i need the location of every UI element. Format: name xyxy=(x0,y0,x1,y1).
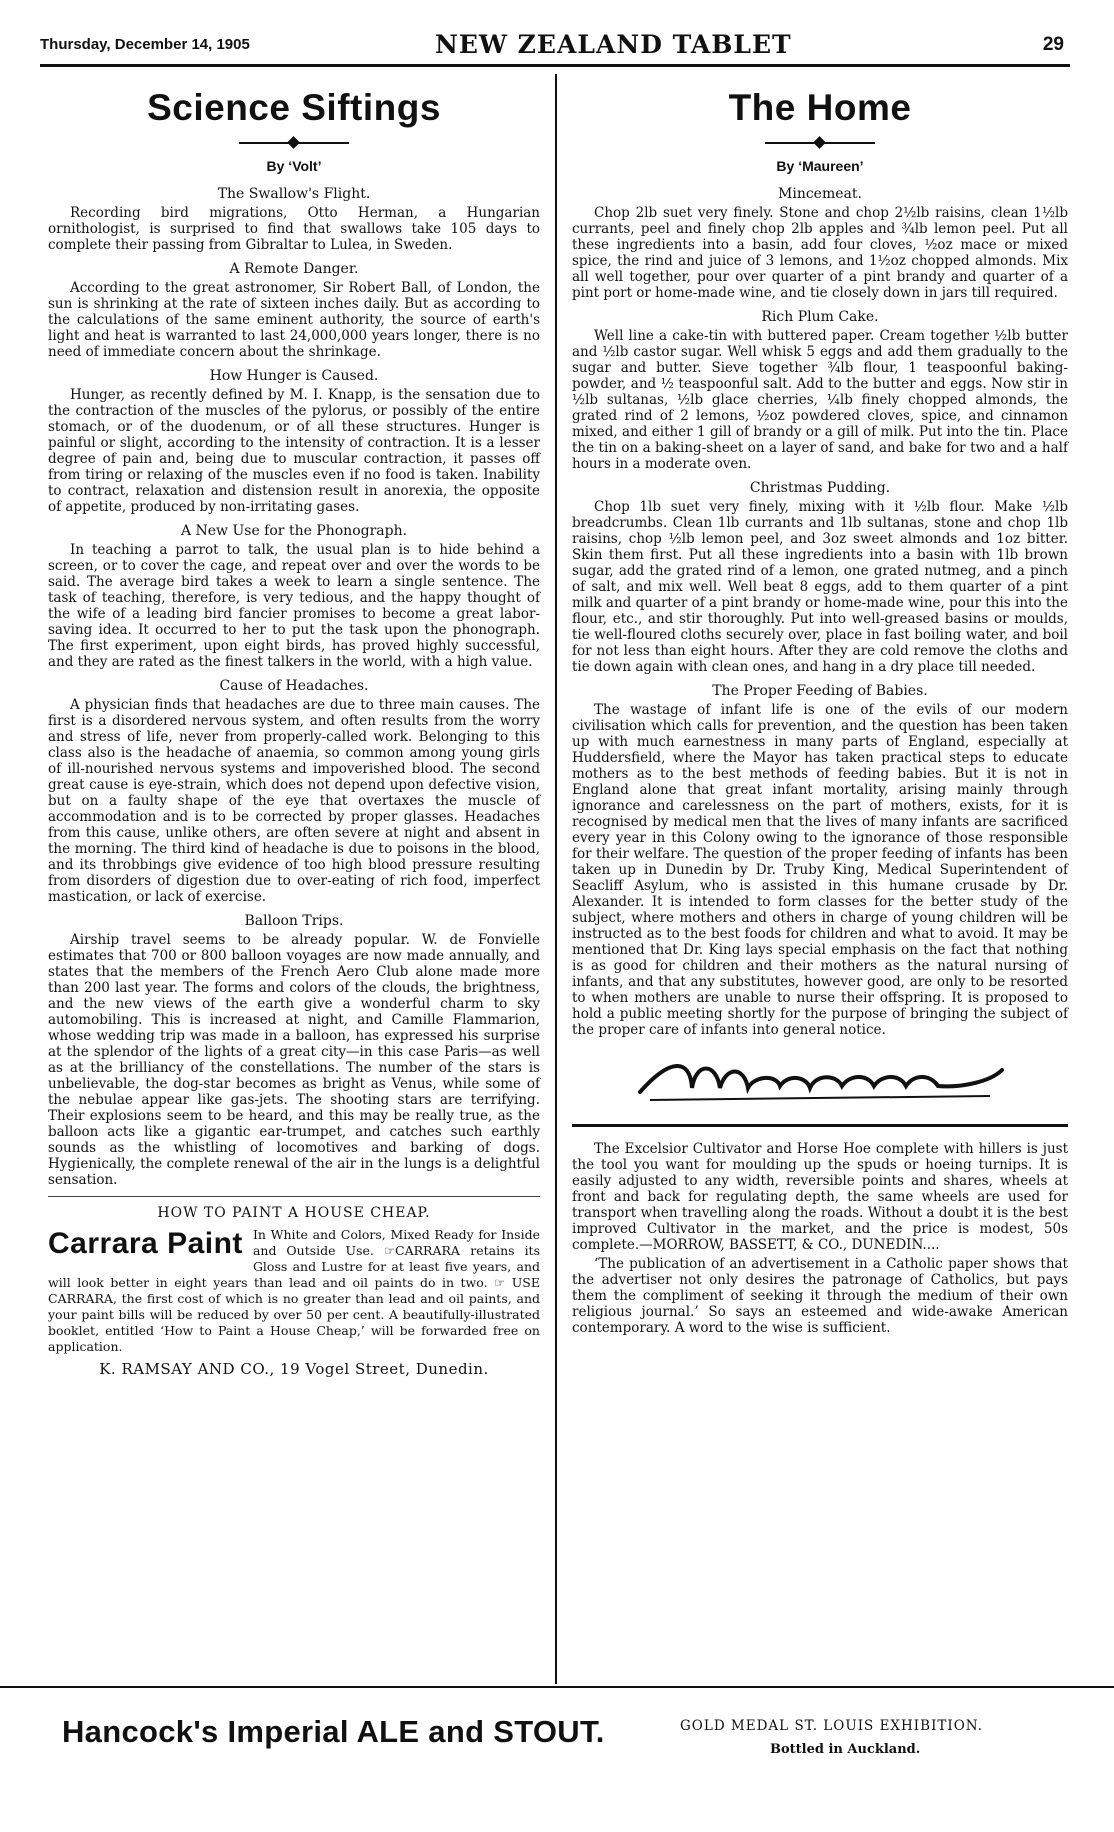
ad-heading: HOW TO PAINT A HOUSE CHEAP. xyxy=(157,1205,431,1221)
article-paragraph: A physician finds that headaches are due to three main causes. The first is a disordered nervous system, and often results from the worry and stress of life, never from properly-called work. Belonging to this class also is the headache of anaemia, so common among young girls of ill-nourished nervous systems and impoverished blood. The second great cause is eye-strain, which does not depend upon defective vision, but on a faulty shape of the eye that overtaxes the muscle of accommodation and is to be corrected by proper glasses. Headaches from this cause, unlike others, are often severe at night and absent in the morning. The third kind of headache is due to poisons in the blood, and its throbbings give evidence of too high blood pressure resulting from disorders of digestion due to over-eating of rich food, imperfect mastication, or lack of exercise. xyxy=(48,697,540,905)
article-paragraph: Airship travel seems to be already popular. W. de Fonvielle estimates that 700 or 800 balloon voyages are now made annually, and states that the members of the French Aero Club alone made more than 200 last year. The forms and colors of the clouds, the brightness, and the new views of the earth give a wonderful charm to sky automobiling. This is increased at night, and Camille Flammarion, whose wedding trip was made in a balloon, has expressed his surprise at the splendor of the lights of a great city—in this case Paris—as well as at the brilliancy of the constellations. The number of the stars is unbelievable, the dog-star becomes as bright as Venus, while some of the nebulae appear like gas-jets. The shooting stars are terrifying. Their explosions seem to be heard, and this may be really true, as the balloon acts like a gigantic ear-trumpet, and catches such earthly sounds as the whistling of locomotives and barking of dogs. Hygienically, the complete renewal of the air in the lungs is a delightful sensation. xyxy=(48,932,540,1188)
article-paragraph: In teaching a parrot to talk, the usual plan is to hide behind a screen, or to cover the cage, and repeat over and over the words to be said. The average bird takes a week to learn a single sentence. The task of teaching, therefore, is very tedious, and the happy thought of the wife of a leading bird fancier promises to become a great labor-saving idea. It occurred to her to put the task upon the phonograph. The first experiment, upon eight birds, has proved highly successful, and they are rated as the finest talkers in the world, with a high value. xyxy=(48,542,540,670)
publication-title: NEW ZEALAND TABLET xyxy=(435,30,792,59)
ad-body xyxy=(48,1227,540,1355)
ad-address: K. RAMSAY AND CO., 19 Vogel Street, Dunedin. xyxy=(99,1360,489,1378)
page-header xyxy=(40,28,1070,67)
article-heading: A Remote Danger. xyxy=(229,261,359,277)
article-heading: The Proper Feeding of Babies. xyxy=(712,683,928,699)
page-number: 29 xyxy=(1042,34,1064,55)
medal-line: GOLD MEDAL ST. LOUIS EXHIBITION. xyxy=(680,1718,984,1734)
ale-advertisement: Hancock's Imperial ALE and STOUT. xyxy=(62,1714,605,1749)
notice-paragraph: ‘The publication of an advertisement in a Catholic paper shows that the advertiser not only desires the patronage of Catholics, but pays them the compliment of seeking it through the medium of their own religious journal.’ So says an esteemed and wide-awake American contemporary. A word to the wise is sufficient. xyxy=(572,1256,1068,1336)
signature xyxy=(572,1048,1068,1108)
recipe-paragraph: Chop 2lb suet very finely. Stone and chop 2½lb raisins, clean 1½lb currants, peel and finely chop 2lb apples and ¾lb lemon peel. Put all these ingredients into a basin, add four cloves, ½oz mace or mixed spice, the rind and juice of 3 lemons, and 1½oz chopped almonds. Mix all well together, pour over quarter of a pint brandy and quarter of a pint port or home-made wine, and tie closely down in jars till required. xyxy=(572,205,1068,301)
recipe-heading: Mincemeat. xyxy=(778,186,862,202)
ad-tagline: In White and Colors, Mixed Ready for Inside and Outside Use. ☞CARRARA xyxy=(252,1227,540,1258)
section-title: The Home xyxy=(728,87,912,128)
section-divider xyxy=(48,1196,540,1197)
recipe-paragraph: Chop 1lb suet very finely, mixing with it ½lb flour. Make ½lb breadcrumbs. Clean 1lb currants and 1lb sultanas, stone and chop 1lb raisins, chop ½lb lemon peel, and 3oz sweet almonds and 1oz bitter. Skin them first. Put all these ingredients into a basin with 1lb brown sugar, add the grated rind of a lemon, one grated nutmeg, and a pinch of salt, and mix well. Well beat 8 eggs, add to them quarter of a pint milk and quarter of a pint brandy or home-made wine, pour this into the flour, etc., and stir thoroughly. Put into well-greased basins or moulds, tie well-floured cloths securely over, place in fast boiling water, and boil for not less than eight hours. After they are cold remove the cloths and tie down again with clean ones, and hang in a dry place till needed. xyxy=(572,499,1068,675)
article-paragraph: The wastage of infant life is one of the evils of our modern civilisation which calls for prevention, and the question has been taken up with much earnestness in many parts of England, especially at Huddersfield, where the Mayor has taken practical steps to educate mothers as to the best methods of feeding babies. But it is not in England alone that great infant mortality, arising mainly through ignorance and carelessness on the part of mothers, exists, for it is recognised by medical men that the lives of many infants are sacrificed every year in this Colony owing to the ignorance of those responsible for their welfare. The question of the proper feeding of infants has been taken up in Dunedin by Dr. Truby King, Medical Superintendent of Seacliff Asylum, who is assisted in this humane crusade by Dr. Alexander. It is intended to form classes for the better study of the subject, where mothers and others in charge of young children will be instructed as to the best foods for children and what to avoid. It may be mentioned that Dr. King lays special emphasis on the fact that nothing is as good for children and their mothers as the natural nursing of infants, and that any substitutes, however good, are only to be resorted to when mothers are unable to nurse their offspring. It is proposed to hold a public meeting shortly for the purpose of bringing the subject of the proper care of infants into general notice. xyxy=(572,702,1068,1038)
article-heading: Balloon Trips. xyxy=(244,913,344,929)
ad-brand: Carrara Paint xyxy=(48,1227,243,1260)
article-paragraph: Hunger, as recently defined by M. I. Knapp, is the sensation due to the contraction of the muscles of the pylorus, or possibly of the entire stomach, or of the duodenum, or of all these structures. Hunger is painful or slight, according to the intensity of contraction. It is a lesser degree of pain and, being due to muscular contraction, it passes off from tiring or relaxing of the muscles even if no food is taken. Inability to contract, relaxation and distension result in anorexia, the opposite of appetite, produced by non-irritating gases. xyxy=(48,387,540,515)
article-heading: Cause of Headaches. xyxy=(219,678,369,694)
article-paragraph: According to the great astronomer, Sir Robert Ball, of London, the sun is shrinking at the rate of sixteen inches daily. But as according to the calculations of the same eminent authority, the source of earth's light and heat is warranted to last 24,000,000 years longer, there is no need of immediate concern about the shrinkage. xyxy=(48,280,540,360)
ad-text: retains its Gloss and Lustre for at least five years, and will look better in eight years than lead and oil paints do in two. ☞ USE CARRARA, the first cost of which is no greater than lead and oil paints, and your paint bills will be reduced by over 50 per cent. A beautifully-illustrated booklet, entitled ‘How to Paint a House Cheap,’ will be forwarded free on application. xyxy=(48,1243,540,1354)
carrara-advertisement xyxy=(48,1205,540,1377)
ornament-rule xyxy=(239,138,349,148)
byline: By ‘Maureen’ xyxy=(776,158,864,174)
signature-graphic xyxy=(630,1048,1010,1108)
science-siftings-column xyxy=(48,76,540,1377)
section-title: Science Siftings xyxy=(147,87,441,128)
section-divider xyxy=(572,1124,1068,1127)
article-heading: How Hunger is Caused. xyxy=(209,368,379,384)
bottom-advertisement xyxy=(0,1686,1114,1778)
recipe-heading: Rich Plum Cake. xyxy=(761,309,879,325)
byline: By ‘Volt’ xyxy=(266,158,322,174)
advertisement-paragraph: The Excelsior Cultivator and Horse Hoe complete with hillers is just the tool you want for moulding up the spuds or hoeing turnips. It is easily adjusted to any width, reversible points and shares, wheels at front and back for regulating depth, the same wheels are used for transport when travelling along the roads. Without a doubt it is the best improved Cultivator in the market, and the price is modest, 50s complete.—MORROW, BASSETT, & CO., DUNEDIN.... xyxy=(572,1141,1068,1253)
bottled-line: Bottled in Auckland. xyxy=(770,1742,921,1757)
article-paragraph: Recording bird migrations, Otto Herman, a Hungarian ornithologist, is surprised to find that swallows take 105 days to complete their passing from Gibraltar to Lulea, in Sweden. xyxy=(48,205,540,253)
issue-date: Thursday, December 14, 1905 xyxy=(40,36,250,53)
the-home-column xyxy=(572,76,1068,1339)
article-heading: A New Use for the Phonograph. xyxy=(180,523,408,539)
article-heading: The Swallow's Flight. xyxy=(217,186,371,202)
recipe-heading: Christmas Pudding. xyxy=(749,480,891,496)
recipe-paragraph: Well line a cake-tin with buttered paper. Cream together ½lb butter and ½lb castor sugar. Well whisk 5 eggs and add them gradually to the sugar and butter. Sieve together ¾lb flour, 1 teaspoonful baking-powder, and ½ teaspoonful salt. Add to the butter and eggs. Now stir in ½lb sultanas, ½lb glace cherries, ¼lb finely chopped almonds, the grated rind of 2 lemons, ½oz powdered cloves, spice, and cinnamon mixed, and either 1 gill of brandy or a gill of milk. Put into the tin. Place the tin on a baking-sheet on a layer of sand, and bake for two and a half hours in a moderate oven. xyxy=(572,328,1068,472)
ornament-rule xyxy=(765,138,875,148)
column-divider xyxy=(555,74,557,1684)
